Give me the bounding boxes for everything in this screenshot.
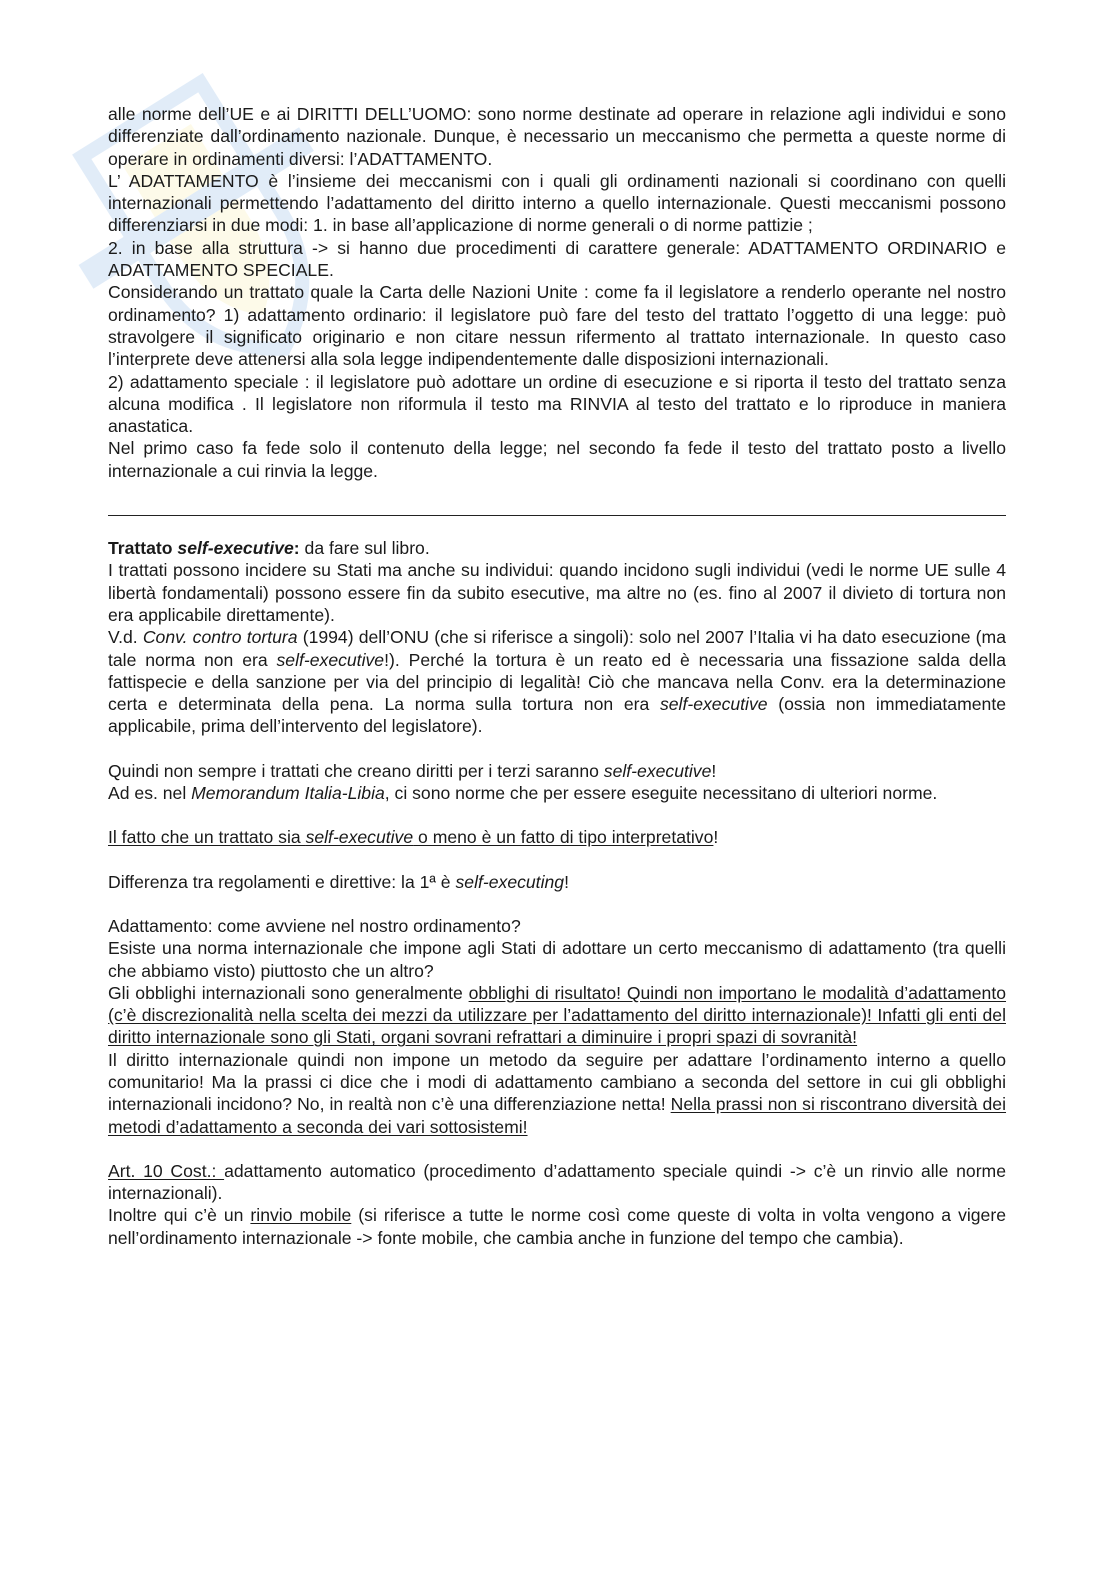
paragraph: Quindi non sempre i trattati che creano diritti per i terzi saranno self-executive! bbox=[108, 760, 717, 781]
section-heading: Trattato self-executive: da fare sul libro. bbox=[108, 538, 430, 559]
horizontal-divider bbox=[108, 504, 1006, 516]
paragraph: 2) adattamento speciale : il legislatore può adottare un ordine di esecuzione e si riporta il testo del trattato senza alcuna modifica . Il legislatore non riformula il testo ma RINVIA al testo del trattato e lo riproduce in maniera anastatica. bbox=[108, 371, 1006, 437]
paragraph: Esiste una norma internazionale che impone agli Stati di adottare un certo meccanismo di adattamento (tra quelli che abbiamo visto) piuttosto che un altro? bbox=[108, 938, 1006, 981]
paragraph: alle norme dell’UE e ai DIRITTI DELL’UOMO: sono norme destinate ad operare in relazione agli individui e sono differenziate dall’ordinamento nazionale. Dunque, è necessario un meccanismo che permetta a queste norme di operare in ordinamenti diversi: l’ADATTAMENTO. bbox=[108, 104, 1006, 169]
paragraph: V.d. Conv. contro tortura (1994) dell’ONU (che si riferisce a singoli): solo nel 2007 l’Italia vi ha dato esecuzione (ma tale norma non era self-executive!). Perché la tortura è un reato ed è necessaria una fissazione salda della fattispecie e della sanzione per via del principio di legalità! Ciò che mancava nella Conv. era la determinazione certa e determinata della pena. La norma sulla tortura non era self-executive (ossia non immediatamente applicabile, prima dell’intervento del legislatore). bbox=[108, 627, 1006, 737]
paragraph: Il fatto che un trattato sia self-executive o meno è un fatto di tipo interpretativo! bbox=[108, 827, 719, 848]
paragraph: Inoltre qui c’è un rinvio mobile (si riferisce a tutte le norme così come queste di volta in volta vengono a vigere nell’ordinamento internazionale -> fonte mobile, che cambia anche in funzione del tempo che cambia). bbox=[108, 1205, 1006, 1248]
paragraph: Il diritto internazionale quindi non impone un metodo da seguire per adattare l’ordinamento interno a quello comunitario! Ma la prassi ci dice che i modi di adattamento cambiano a seconda del settore in cui gli obblighi internazionali incidono? No, in realtà non c’è una differenziazione netta! Nella prassi non si riscontrano diversità dei metodi d’adattamento a seconda dei vari sottosistemi! bbox=[108, 1049, 1007, 1137]
paragraph: I trattati possono incidere su Stati ma anche su individui: quando incidono sugli individui (vedi le norme UE sulle 4 libertà fondamentali) possono essere fin da subito esecutive, ma altre no (es. fino al 2007 il divieto di tortura non era applicabile direttamente). bbox=[108, 560, 1006, 625]
paragraph: Art. 10 Cost.: adattamento automatico (procedimento d’adattamento speciale quindi -> c’è un rinvio alle norme internazionali). bbox=[108, 1160, 1006, 1204]
paragraph: 2. in base alla struttura -> si hanno due procedimenti di carattere generale: ADATTAMENTO ORDINARIO e ADATTAMENTO SPECIALE. bbox=[108, 237, 1006, 281]
paragraph: Ad es. nel Memorandum Italia-Libia, ci sono norme che per essere eseguite necessitano di ulteriori norme. bbox=[108, 783, 938, 804]
document-page bbox=[108, 103, 1006, 1249]
paragraph: L’ ADATTAMENTO è l’insieme dei meccanismi con i quali gli ordinamenti nazionali si coordinano con quelli internazionali permettendo l’adattamento del diritto interno a quello internazionale. Questi meccanismi possono differenziarsi in due modi: 1. in base all’applicazione di norme generali o di norme pattizie ; bbox=[108, 170, 1006, 236]
paragraph: Differenza tra regolamenti e direttive: la 1ª è self-executing! bbox=[108, 871, 569, 892]
paragraph: Considerando un trattato quale la Carta delle Nazioni Unite : come fa il legislatore a renderlo operante nel nostro ordinamento? 1) adattamento ordinario: il legislatore può fare del testo del trattato l’oggetto di una legge: può stravolgere il significato originario e non citare nessun rifermento al trattato internazionale. In questo caso l’interprete deve attenersi alla sola legge indipendentemente dalle disposizioni internazionali. bbox=[108, 282, 1006, 370]
paragraph: Gli obblighi internazionali sono generalmente obblighi di risultato! Quindi non importano le modalità d’adattamento (c’è discrezionalità nella scelta dei mezzi da utilizzare per l’adattamento del diritto internazionale)! Infatti gli enti del diritto internazionale sono gli Stati, organi sovrani refrattari a diminuire i propri spazi di sovranità! bbox=[108, 982, 1007, 1048]
paragraph: Nel primo caso fa fede solo il contenuto della legge; nel secondo fa fede il testo del trattato posto a livello internazionale a cui rinvia la legge. bbox=[108, 438, 1006, 481]
paragraph: Adattamento: come avviene nel nostro ordinamento? bbox=[108, 915, 521, 936]
